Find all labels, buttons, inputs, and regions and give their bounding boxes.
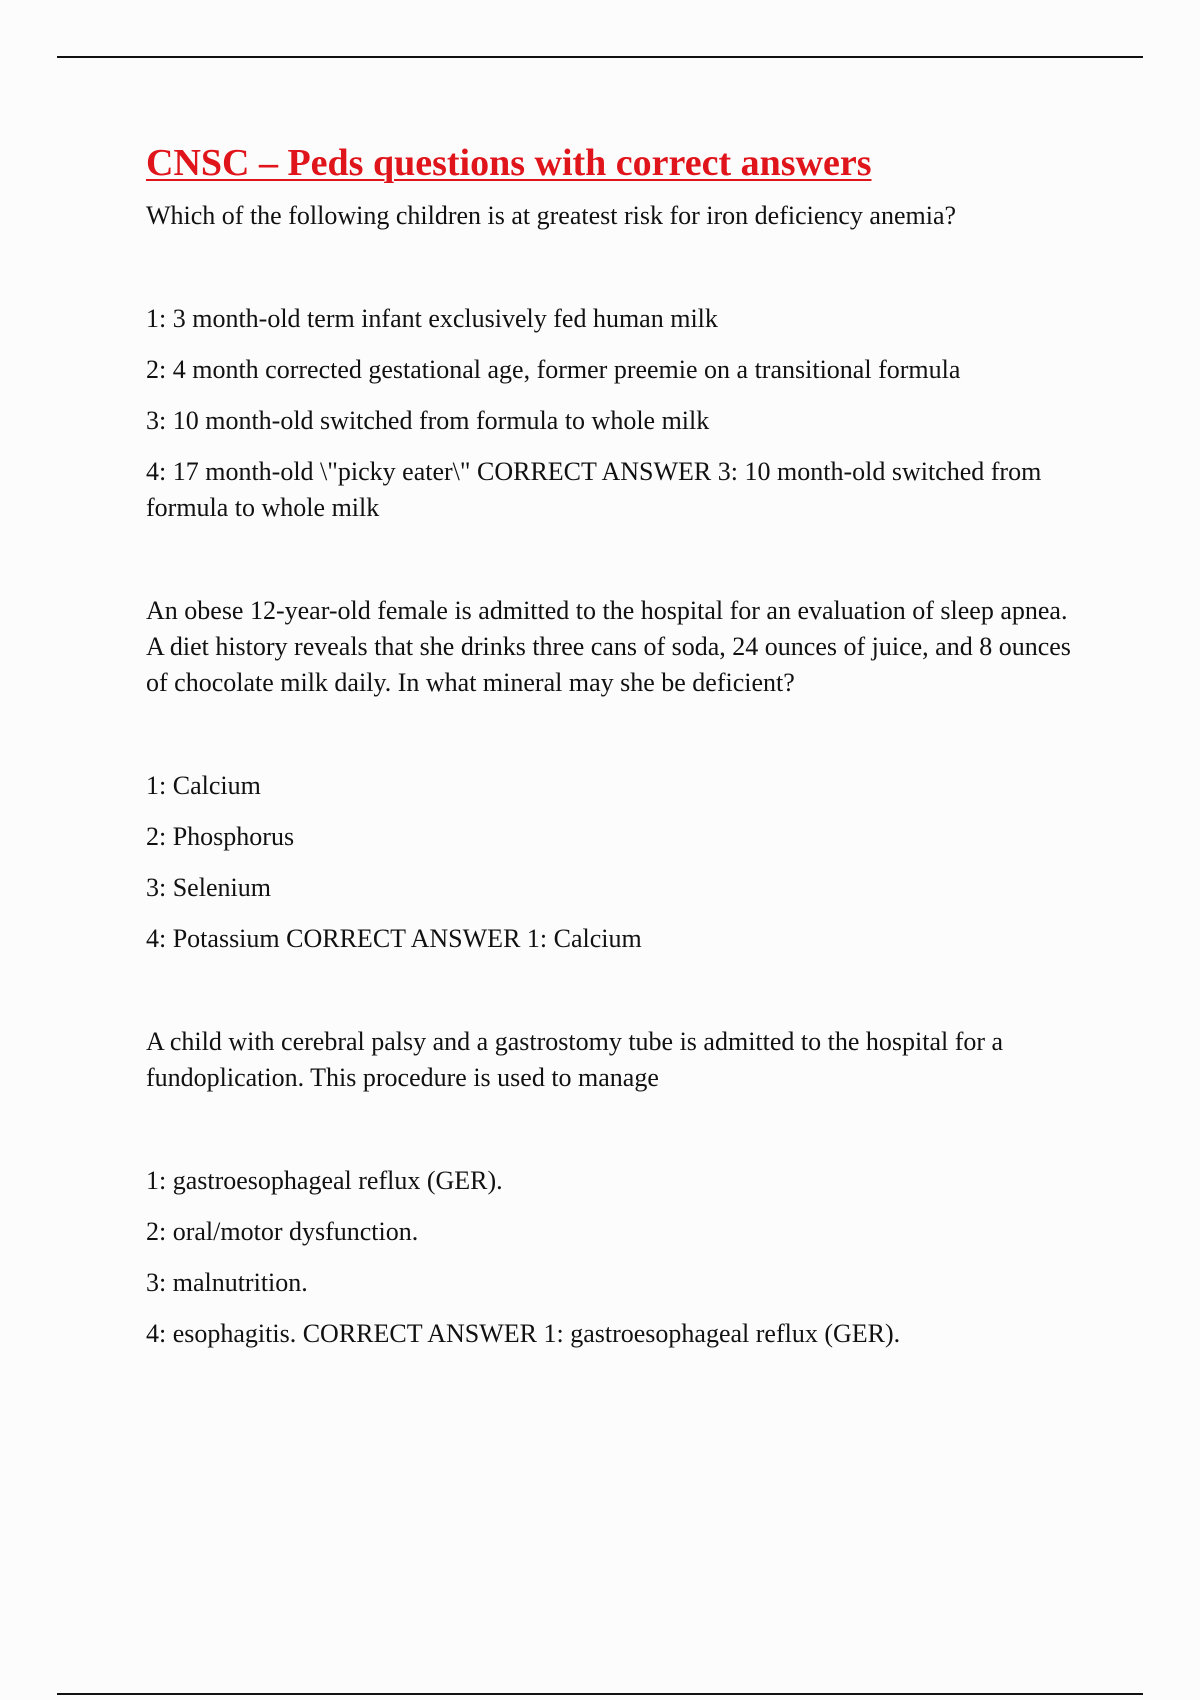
answer-option: 3: Selenium [146,872,271,902]
question-stem: An obese 12-year-old female is admitted to the hospital for an evaluation of sleep apnea. A diet history reveals that she drinks three cans of soda, 24 ounces of juice, and 8 ounces of chocolate milk daily. In what mineral may she be deficient? [146,595,1071,697]
question-2 [146,593,1086,957]
question-3 [146,1024,1086,1352]
question-1 [146,198,1086,526]
document-title: CNSC – Peds questions with correct answers [146,142,872,184]
answer-option-with-correct-answer: 4: esophagitis. CORRECT ANSWER 1: gastroesophageal reflux (GER). [146,1318,901,1348]
answer-option-with-correct-answer: 4: Potassium CORRECT ANSWER 1: Calcium [146,923,642,953]
answer-option: 3: malnutrition. [146,1267,308,1297]
document-body [146,140,1086,1419]
answer-option: 2: 4 month corrected gestational age, former preemie on a transitional formula [146,354,961,384]
question-stem: Which of the following children is at greatest risk for iron deficiency anemia? [146,200,957,230]
answer-option: 2: Phosphorus [146,821,295,851]
answer-option: 1: 3 month-old term infant exclusively fed human milk [146,303,718,333]
top-rule [57,56,1143,58]
answer-option: 1: Calcium [146,770,261,800]
answer-option: 1: gastroesophageal reflux (GER). [146,1165,503,1195]
answer-option-with-correct-answer: 4: 17 month-old \"picky eater\" CORRECT ANSWER 3: 10 month-old switched from formula to whole milk [146,456,1042,522]
question-stem: A child with cerebral palsy and a gastrostomy tube is admitted to the hospital for a fundoplication. This procedure is used to manage [146,1026,1004,1092]
answer-option: 3: 10 month-old switched from formula to whole milk [146,405,710,435]
bottom-rule [57,1693,1143,1695]
answer-option: 2: oral/motor dysfunction. [146,1216,419,1246]
